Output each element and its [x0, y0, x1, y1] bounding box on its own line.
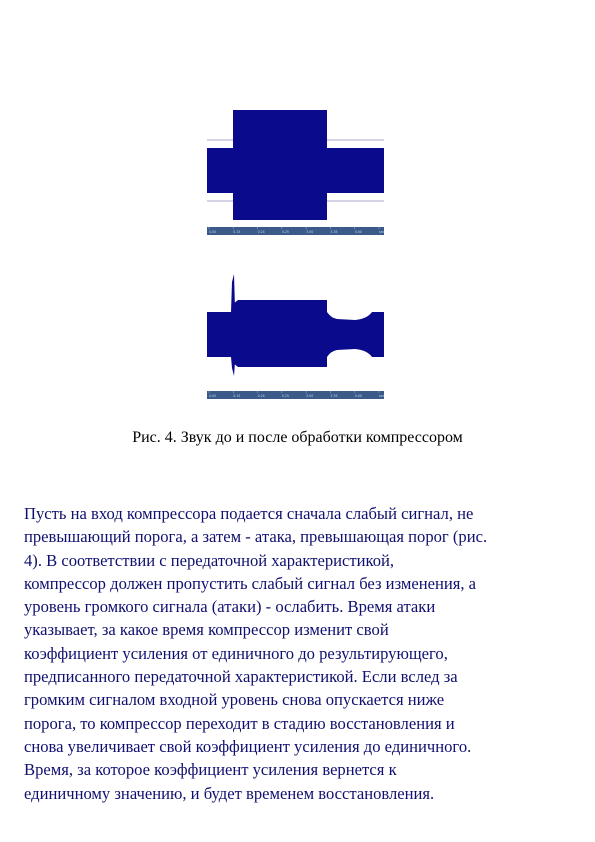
text-line: коэффициент усиления от единичного до результирующего, — [24, 643, 448, 663]
text-line: порога, то компрессор переходит в стадию восстановления и — [24, 713, 455, 733]
ruler-tick-label: 0.00 — [354, 394, 362, 398]
figure-caption: Рис. 4. Звук до и после обработки компрессором — [132, 429, 463, 446]
waveform-before — [207, 106, 384, 236]
ruler-tick-label: 0.00 — [354, 230, 362, 234]
body-paragraph — [24, 502, 584, 805]
ruler-tick-label: 0.00 — [209, 230, 217, 234]
text-line: снова увеличивает свой коэффициент усиления до единичного. — [24, 736, 472, 756]
text-line: компрессор должен пропустить слабый сигнал без изменения, а — [24, 573, 477, 593]
ruler-tick-label: 3.00 — [306, 394, 314, 398]
ruler-tick-label: 3.35 — [330, 394, 338, 398]
ruler-tick-label: 0.15 — [233, 230, 241, 234]
ruler-tick-label: 0.25 — [281, 394, 289, 398]
ruler-tick-label: 3.00 — [306, 230, 314, 234]
text-line: указывает, за какое время компрессор изменит свой — [24, 620, 389, 640]
text-line: предписанного передаточной характеристикой. Если вслед за — [24, 667, 458, 687]
ruler-tick-label: 0.24 — [257, 230, 265, 234]
attack-signal-block — [233, 110, 327, 220]
text-line: Время, за которое коэффициент усиления вернется к — [24, 760, 397, 780]
compressed-attack-block — [233, 300, 327, 367]
ruler-tick-label: 3.35 — [330, 230, 338, 234]
text-line: Пусть на вход компрессора подается сначала слабый сигнал, не — [24, 504, 474, 523]
text-line: 4). В соответствии с передаточной характеристикой, — [24, 550, 395, 570]
ruler-tick-label: 0.24 — [257, 394, 265, 398]
text-line: превышающий порога, а затем - атака, превышающая порог (рис. — [24, 527, 488, 547]
ruler-tick-label: sec — [379, 230, 384, 234]
ruler-tick-label: 0.15 — [233, 394, 241, 398]
ruler-tick-label: 0.00 — [209, 394, 217, 398]
waveform-after — [207, 270, 384, 400]
text-line: единичному значению, и будет временем восстановления. — [24, 783, 435, 803]
ruler-tick-label: sec — [379, 394, 384, 398]
text-line: уровень громкого сигнала (атаки) - ослабить. Время атаки — [24, 597, 436, 617]
ruler-tick-label: 0.25 — [281, 230, 289, 234]
text-line: громким сигналом входной уровень снова опускается ниже — [24, 690, 445, 710]
